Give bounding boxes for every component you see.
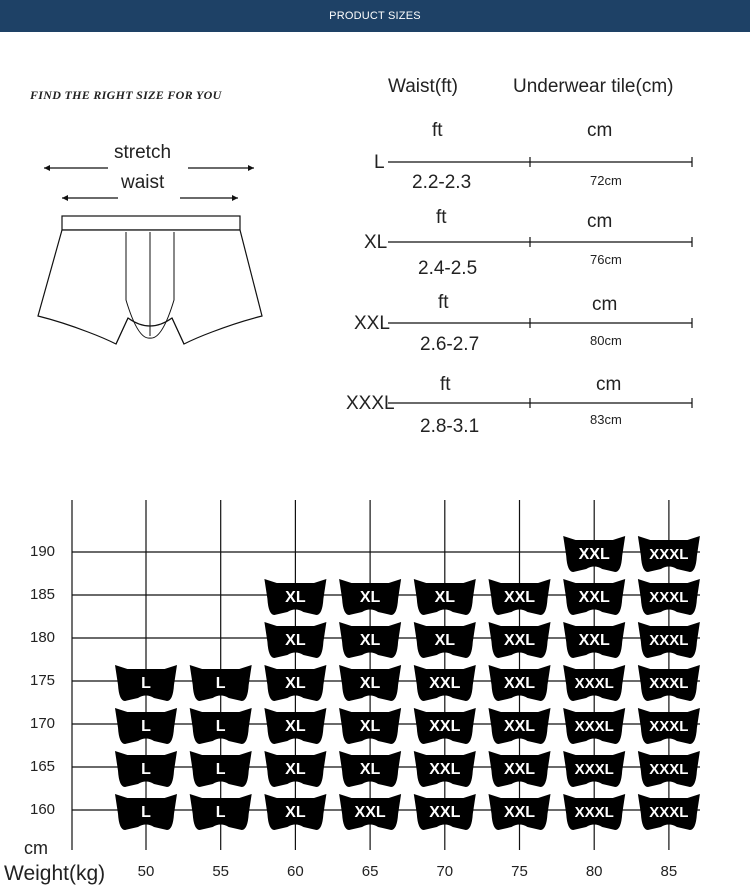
y-axis-title: cm — [24, 838, 48, 858]
size-badge-label: L — [141, 675, 151, 692]
size-badge-label: XXXL — [574, 804, 614, 821]
size-badge-label: XXL — [503, 718, 536, 735]
size-badge-label: XXL — [503, 804, 536, 821]
size-badge-label: L — [141, 804, 151, 821]
waist-column-header: Waist(ft) — [388, 76, 459, 97]
size-badge-label: XXL — [503, 761, 536, 778]
size-badge-label: XXXL — [574, 718, 614, 735]
size-badge-label: XL — [359, 632, 381, 649]
size-badge-label: XL — [285, 761, 306, 778]
x-tick-label: 70 — [436, 863, 454, 880]
tagline: FIND THE RIGHT SIZE FOR YOU — [30, 88, 222, 102]
size-badge-label: XL — [434, 632, 456, 649]
tile-value: 83cm — [590, 412, 622, 427]
waist-value: 2.2-2.3 — [412, 172, 472, 193]
size-badge-label: XXL — [503, 675, 536, 692]
waist-value: 2.6-2.7 — [420, 334, 480, 355]
size-row-label: XXXL — [346, 393, 395, 414]
stretch-label: stretch — [114, 142, 172, 163]
ft-unit: ft — [440, 374, 451, 395]
y-tick-label: 190 — [30, 543, 56, 560]
size-badge-label: XXXL — [649, 589, 689, 606]
size-badge-label: XL — [285, 632, 306, 649]
size-badge-label: XL — [434, 589, 456, 606]
tile-value: 72cm — [590, 173, 622, 188]
cm-unit: cm — [592, 294, 618, 315]
size-badge-label: XL — [359, 675, 381, 692]
cm-unit: cm — [587, 211, 613, 232]
size-badge-label: XXXL — [649, 546, 689, 563]
size-badge-label: XXL — [429, 761, 461, 778]
x-tick-label: 80 — [585, 863, 603, 880]
size-badge-label: XXL — [429, 718, 461, 735]
x-tick-label: 50 — [137, 863, 155, 880]
y-tick-label: 165 — [30, 758, 56, 775]
ft-unit: ft — [438, 292, 449, 313]
ft-unit: ft — [432, 120, 443, 141]
size-badge-label: XL — [285, 675, 306, 692]
x-axis-title: Weight(kg) — [4, 862, 106, 885]
size-badge-label: XXL — [503, 589, 536, 606]
size-badge-label: XXL — [429, 804, 461, 821]
size-badge-label: XXXL — [649, 718, 689, 735]
size-badge-label: XXL — [354, 804, 386, 821]
size-row-label: XL — [364, 232, 388, 253]
size-badge-label: XXL — [578, 632, 610, 649]
ft-unit: ft — [436, 207, 447, 228]
y-tick-label: 180 — [30, 629, 56, 646]
x-tick-label: 55 — [212, 863, 230, 880]
size-badge-label: XL — [285, 718, 306, 735]
cm-unit: cm — [587, 120, 613, 141]
size-badge-label: XXXL — [649, 804, 689, 821]
tile-value: 76cm — [590, 252, 622, 267]
tile-value: 80cm — [590, 333, 622, 348]
size-badge-label: XXXL — [574, 675, 614, 692]
cm-unit: cm — [596, 374, 622, 395]
size-badge-label: XL — [285, 804, 306, 821]
size-row-label: XXL — [354, 313, 390, 334]
size-badge-label: L — [141, 718, 151, 735]
tile-column-header: Underwear tile(cm) — [513, 76, 674, 97]
size-badge-label: XXL — [578, 589, 610, 606]
waist-value: 2.8-3.1 — [420, 416, 480, 437]
x-tick-label: 75 — [511, 863, 528, 880]
size-badge-label: XL — [285, 589, 306, 606]
size-badge-label: L — [141, 761, 151, 778]
x-tick-label: 60 — [287, 863, 304, 880]
size-badge-label: L — [215, 804, 226, 821]
size-badge-label: XL — [359, 718, 381, 735]
waist-label: waist — [121, 172, 165, 193]
size-badge-label: XXL — [503, 632, 536, 649]
size-badge-label: L — [215, 675, 226, 692]
y-tick-label: 185 — [30, 586, 56, 603]
y-tick-label: 160 — [30, 801, 56, 818]
size-badge-label: L — [215, 718, 226, 735]
size-badge-label: XXL — [578, 546, 610, 563]
y-tick-label: 175 — [30, 672, 56, 689]
size-badge-label: XL — [359, 761, 381, 778]
size-badge-label: XXXL — [649, 675, 689, 692]
size-badge-label: L — [215, 761, 226, 778]
x-tick-label: 65 — [361, 863, 379, 880]
y-tick-label: 170 — [30, 715, 56, 732]
waist-value: 2.4-2.5 — [418, 258, 478, 279]
size-badge-label: XXL — [429, 675, 461, 692]
size-badge-label: XXXL — [649, 632, 689, 649]
x-tick-label: 85 — [660, 863, 678, 880]
size-row-label: L — [374, 152, 385, 173]
size-badge-label: XL — [359, 589, 381, 606]
banner-title: PRODUCT SIZES — [329, 10, 421, 22]
size-badge-label: XXXL — [574, 761, 614, 778]
size-badge-label: XXXL — [649, 761, 689, 778]
